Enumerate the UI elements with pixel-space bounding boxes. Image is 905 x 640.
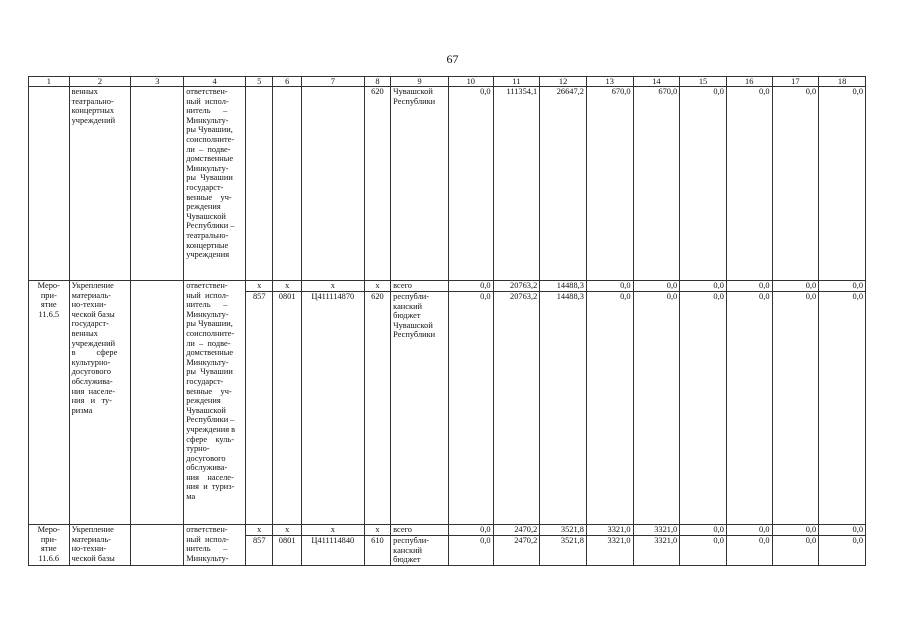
budget-table xyxy=(28,76,866,566)
value-cell: 0,0 xyxy=(448,525,493,536)
cell-text-line: Чувашской xyxy=(186,211,226,221)
value-cell: 0,0 xyxy=(448,87,493,281)
value-cell: 0,0 xyxy=(448,281,493,292)
value-cell: 3521,8 xyxy=(540,536,587,566)
cell-text-line: Минкульту- xyxy=(186,553,229,563)
cell-text-line: театрально- xyxy=(186,230,229,240)
cell-text-line: при- xyxy=(40,290,57,300)
cell-text-line: бюджет xyxy=(393,311,421,321)
value-cell: 0,0 xyxy=(680,87,727,281)
cell-text-line: обслужива- xyxy=(186,463,228,473)
cell-text-line: Минкульту- xyxy=(186,309,229,319)
cell-text-line: республи- xyxy=(393,292,430,301)
cell-text-line: при- xyxy=(40,534,57,544)
target-article-cell: x xyxy=(301,281,364,292)
cell-text-line: Республики – xyxy=(186,415,235,425)
cell-text-line: ческой базы xyxy=(71,309,115,319)
cell-text-line: досугового xyxy=(186,453,226,463)
empty-cell xyxy=(131,525,184,566)
funding-source-cell xyxy=(391,525,449,536)
section-cell: 0801 xyxy=(273,292,301,525)
cell-text-line: ма xyxy=(186,492,196,502)
expense-type-cell: 610 xyxy=(364,536,390,566)
cell-text-line: в сфере xyxy=(71,348,118,358)
table-row xyxy=(29,281,866,292)
cell-text-line: ческой базы xyxy=(71,553,115,563)
header-cell: 5 xyxy=(246,77,273,87)
executor-cell xyxy=(184,525,246,566)
cell-text-line: ли – подве- xyxy=(186,338,231,348)
header-cell: 10 xyxy=(448,77,493,87)
header-cell: 11 xyxy=(493,77,540,87)
value-cell: 3321,0 xyxy=(586,536,633,566)
value-cell: 0,0 xyxy=(680,292,727,525)
value-cell: 0,0 xyxy=(819,292,866,525)
value-cell: 26647,2 xyxy=(540,87,587,281)
event-code-cell xyxy=(29,281,70,525)
grbs-cell: 857 xyxy=(246,292,273,525)
header-cell: 2 xyxy=(69,77,131,87)
value-cell: 14488,3 xyxy=(540,292,587,525)
value-cell: 0,0 xyxy=(448,536,493,566)
cell-text-line: ответствен- xyxy=(186,281,228,290)
cell-text-line: ния населе- xyxy=(186,472,234,482)
grbs-cell: x xyxy=(246,281,273,292)
value-cell: 0,0 xyxy=(819,525,866,536)
value-cell: 0,0 xyxy=(726,87,772,281)
cell-text-line: нитель – xyxy=(186,544,228,554)
event-code-cell xyxy=(29,525,70,566)
cell-text-line: 11.6.5 xyxy=(38,309,60,319)
value-cell: 0,0 xyxy=(680,536,727,566)
cell-text-line: ния и ту- xyxy=(71,396,112,406)
value-cell: 3521,8 xyxy=(540,525,587,536)
cell-text-line: ятие xyxy=(40,544,57,554)
expense-type-cell: x xyxy=(364,525,390,536)
cell-text-line: государст- xyxy=(186,182,224,192)
event-code-cell xyxy=(29,87,70,281)
value-cell: 14488,3 xyxy=(540,281,587,292)
cell-text-line: турно- xyxy=(186,444,210,454)
funding-source-cell xyxy=(391,536,449,566)
header-cell: 12 xyxy=(540,77,587,87)
cell-text-line: но-техни- xyxy=(71,300,107,310)
target-article-cell: x xyxy=(301,525,364,536)
value-cell: 0,0 xyxy=(819,87,866,281)
cell-text-line: материаль- xyxy=(71,290,111,300)
cell-text-line: учреждений xyxy=(71,115,116,125)
cell-text-line: ры Чувашии, xyxy=(186,125,233,135)
cell-text-line: государст- xyxy=(71,319,109,329)
cell-text-line: всего xyxy=(393,281,412,290)
header-cell: 4 xyxy=(184,77,246,87)
cell-text-line: домственные xyxy=(186,154,234,164)
cell-text-line: Минкульту- xyxy=(186,163,229,173)
cell-text-line: ния населе- xyxy=(71,386,116,396)
header-cell: 9 xyxy=(391,77,449,87)
value-cell: 0,0 xyxy=(726,292,772,525)
cell-text-line: нитель – xyxy=(186,300,228,310)
cell-text-line: венные уч- xyxy=(186,386,232,396)
cell-text-line: реждения xyxy=(186,202,221,212)
header-cell: 13 xyxy=(586,77,633,87)
cell-text-line: Республики xyxy=(393,96,436,106)
value-cell: 0,0 xyxy=(726,536,772,566)
empty-cell xyxy=(131,87,184,281)
header-cell: 16 xyxy=(726,77,772,87)
value-cell: 3321,0 xyxy=(633,525,680,536)
cell-text-line: государст- xyxy=(186,376,224,386)
empty-cell xyxy=(131,281,184,525)
grbs-cell: x xyxy=(246,525,273,536)
cell-text-line: венных xyxy=(71,328,98,338)
cell-text-line: Укрепление xyxy=(71,281,114,290)
cell-text-line: культурно- xyxy=(71,357,111,367)
value-cell: 0,0 xyxy=(772,281,819,292)
cell-text-line: ятие xyxy=(40,300,57,310)
value-cell: 0,0 xyxy=(448,292,493,525)
expense-type-cell: x xyxy=(364,281,390,292)
cell-text-line: ный испол- xyxy=(186,290,229,300)
value-cell: 0,0 xyxy=(819,281,866,292)
value-cell: 0,0 xyxy=(726,281,772,292)
target-article-cell xyxy=(301,87,364,281)
cell-text-line: соисполните- xyxy=(186,328,235,338)
cell-text-line: Республики – xyxy=(186,221,235,231)
section-cell: x xyxy=(273,525,301,536)
cell-text-line: но-техни- xyxy=(71,544,107,554)
header-cell: 17 xyxy=(772,77,819,87)
executor-cell xyxy=(184,87,246,281)
target-article-cell: Ц411114870 xyxy=(301,292,364,525)
header-cell: 8 xyxy=(364,77,390,87)
cell-text-line: домственные xyxy=(186,348,234,358)
value-cell: 20763,2 xyxy=(493,292,540,525)
event-name-cell xyxy=(69,525,131,566)
cell-text-line: республи- xyxy=(393,536,430,545)
table-row xyxy=(29,525,866,536)
event-name-cell xyxy=(69,87,131,281)
cell-text-line: Укрепление xyxy=(71,525,114,534)
value-cell: 0,0 xyxy=(586,281,633,292)
cell-text-line: всего xyxy=(393,525,412,534)
cell-text-line: Республики xyxy=(393,330,436,340)
value-cell: 670,0 xyxy=(633,87,680,281)
grbs-cell: 857 xyxy=(246,536,273,566)
cell-text-line: концертные xyxy=(186,240,229,250)
section-cell xyxy=(273,87,301,281)
cell-text-line: ответствен- xyxy=(186,87,228,96)
cell-text-line: материаль- xyxy=(71,534,111,544)
value-cell: 0,0 xyxy=(680,281,727,292)
value-cell: 0,0 xyxy=(819,536,866,566)
value-cell: 0,0 xyxy=(633,292,680,525)
expense-type-cell: 620 xyxy=(364,292,390,525)
cell-text-line: реждения xyxy=(186,396,221,406)
cell-text-line: Меро- xyxy=(37,525,60,534)
cell-text-line: театрально- xyxy=(71,96,114,106)
cell-text-line: учреждения в xyxy=(186,424,236,434)
cell-text-line: досугового xyxy=(71,367,111,377)
cell-text-line: учреждения xyxy=(186,250,230,260)
cell-text-line: ры Чувашии xyxy=(186,173,233,183)
header-cell: 14 xyxy=(633,77,680,87)
cell-text-line: ры Чувашии xyxy=(186,367,233,377)
value-cell: 0,0 xyxy=(680,525,727,536)
value-cell: 2470,2 xyxy=(493,536,540,566)
cell-text-line: соисполните- xyxy=(186,134,235,144)
value-cell: 670,0 xyxy=(586,87,633,281)
cell-text-line: концертных xyxy=(71,106,115,116)
header-cell: 3 xyxy=(131,77,184,87)
cell-text-line: Чувашской xyxy=(186,405,226,415)
cell-text-line: ры Чувашии, xyxy=(186,319,233,329)
header-row xyxy=(29,77,866,87)
cell-text-line: канский xyxy=(393,301,423,311)
value-cell: 20763,2 xyxy=(493,281,540,292)
executor-cell xyxy=(184,281,246,525)
cell-text-line: Минкульту- xyxy=(186,115,229,125)
cell-text-line: ния и туриз- xyxy=(186,482,235,492)
value-cell: 0,0 xyxy=(772,536,819,566)
event-name-cell xyxy=(69,281,131,525)
cell-text-line: сфере куль- xyxy=(186,434,235,444)
funding-source-cell xyxy=(391,281,449,292)
expense-type-cell: 620 xyxy=(364,87,390,281)
cell-text-line: венных xyxy=(71,87,98,96)
cell-text-line: нитель – xyxy=(186,106,228,116)
cell-text-line: венные уч- xyxy=(186,192,232,202)
cell-text-line: бюджет xyxy=(393,555,421,565)
value-cell: 111354,1 xyxy=(493,87,540,281)
cell-text-line: ли – подве- xyxy=(186,144,231,154)
cell-text-line: ответствен- xyxy=(186,525,228,534)
value-cell: 3321,0 xyxy=(633,536,680,566)
section-cell: x xyxy=(273,281,301,292)
grbs-cell xyxy=(246,87,273,281)
cell-text-line: канский xyxy=(393,545,423,555)
header-cell: 7 xyxy=(301,77,364,87)
cell-text-line: учреждений xyxy=(71,338,116,348)
table-row xyxy=(29,87,866,281)
page-number: 67 xyxy=(446,52,459,66)
value-cell: 2470,2 xyxy=(493,525,540,536)
value-cell: 3321,0 xyxy=(586,525,633,536)
cell-text-line: Чувашской xyxy=(393,320,433,330)
cell-text-line: Меро- xyxy=(37,281,60,290)
cell-text-line: ризма xyxy=(71,405,93,415)
value-cell: 0,0 xyxy=(772,525,819,536)
value-cell: 0,0 xyxy=(586,292,633,525)
value-cell: 0,0 xyxy=(772,292,819,525)
cell-text-line: ный испол- xyxy=(186,534,229,544)
header-cell: 6 xyxy=(273,77,301,87)
section-cell: 0801 xyxy=(273,536,301,566)
value-cell: 0,0 xyxy=(633,281,680,292)
header-cell: 1 xyxy=(29,77,70,87)
target-article-cell: Ц411114840 xyxy=(301,536,364,566)
cell-text-line: ный испол- xyxy=(186,96,229,106)
cell-text-line: обслужива- xyxy=(71,376,113,386)
funding-source-cell xyxy=(391,87,449,281)
value-cell: 0,0 xyxy=(772,87,819,281)
header-cell: 18 xyxy=(819,77,866,87)
value-cell: 0,0 xyxy=(726,525,772,536)
header-cell: 15 xyxy=(680,77,727,87)
cell-text-line: Чувашской xyxy=(393,87,433,96)
cell-text-line: Минкульту- xyxy=(186,357,229,367)
funding-source-cell xyxy=(391,292,449,525)
cell-text-line: 11.6.6 xyxy=(38,553,60,563)
